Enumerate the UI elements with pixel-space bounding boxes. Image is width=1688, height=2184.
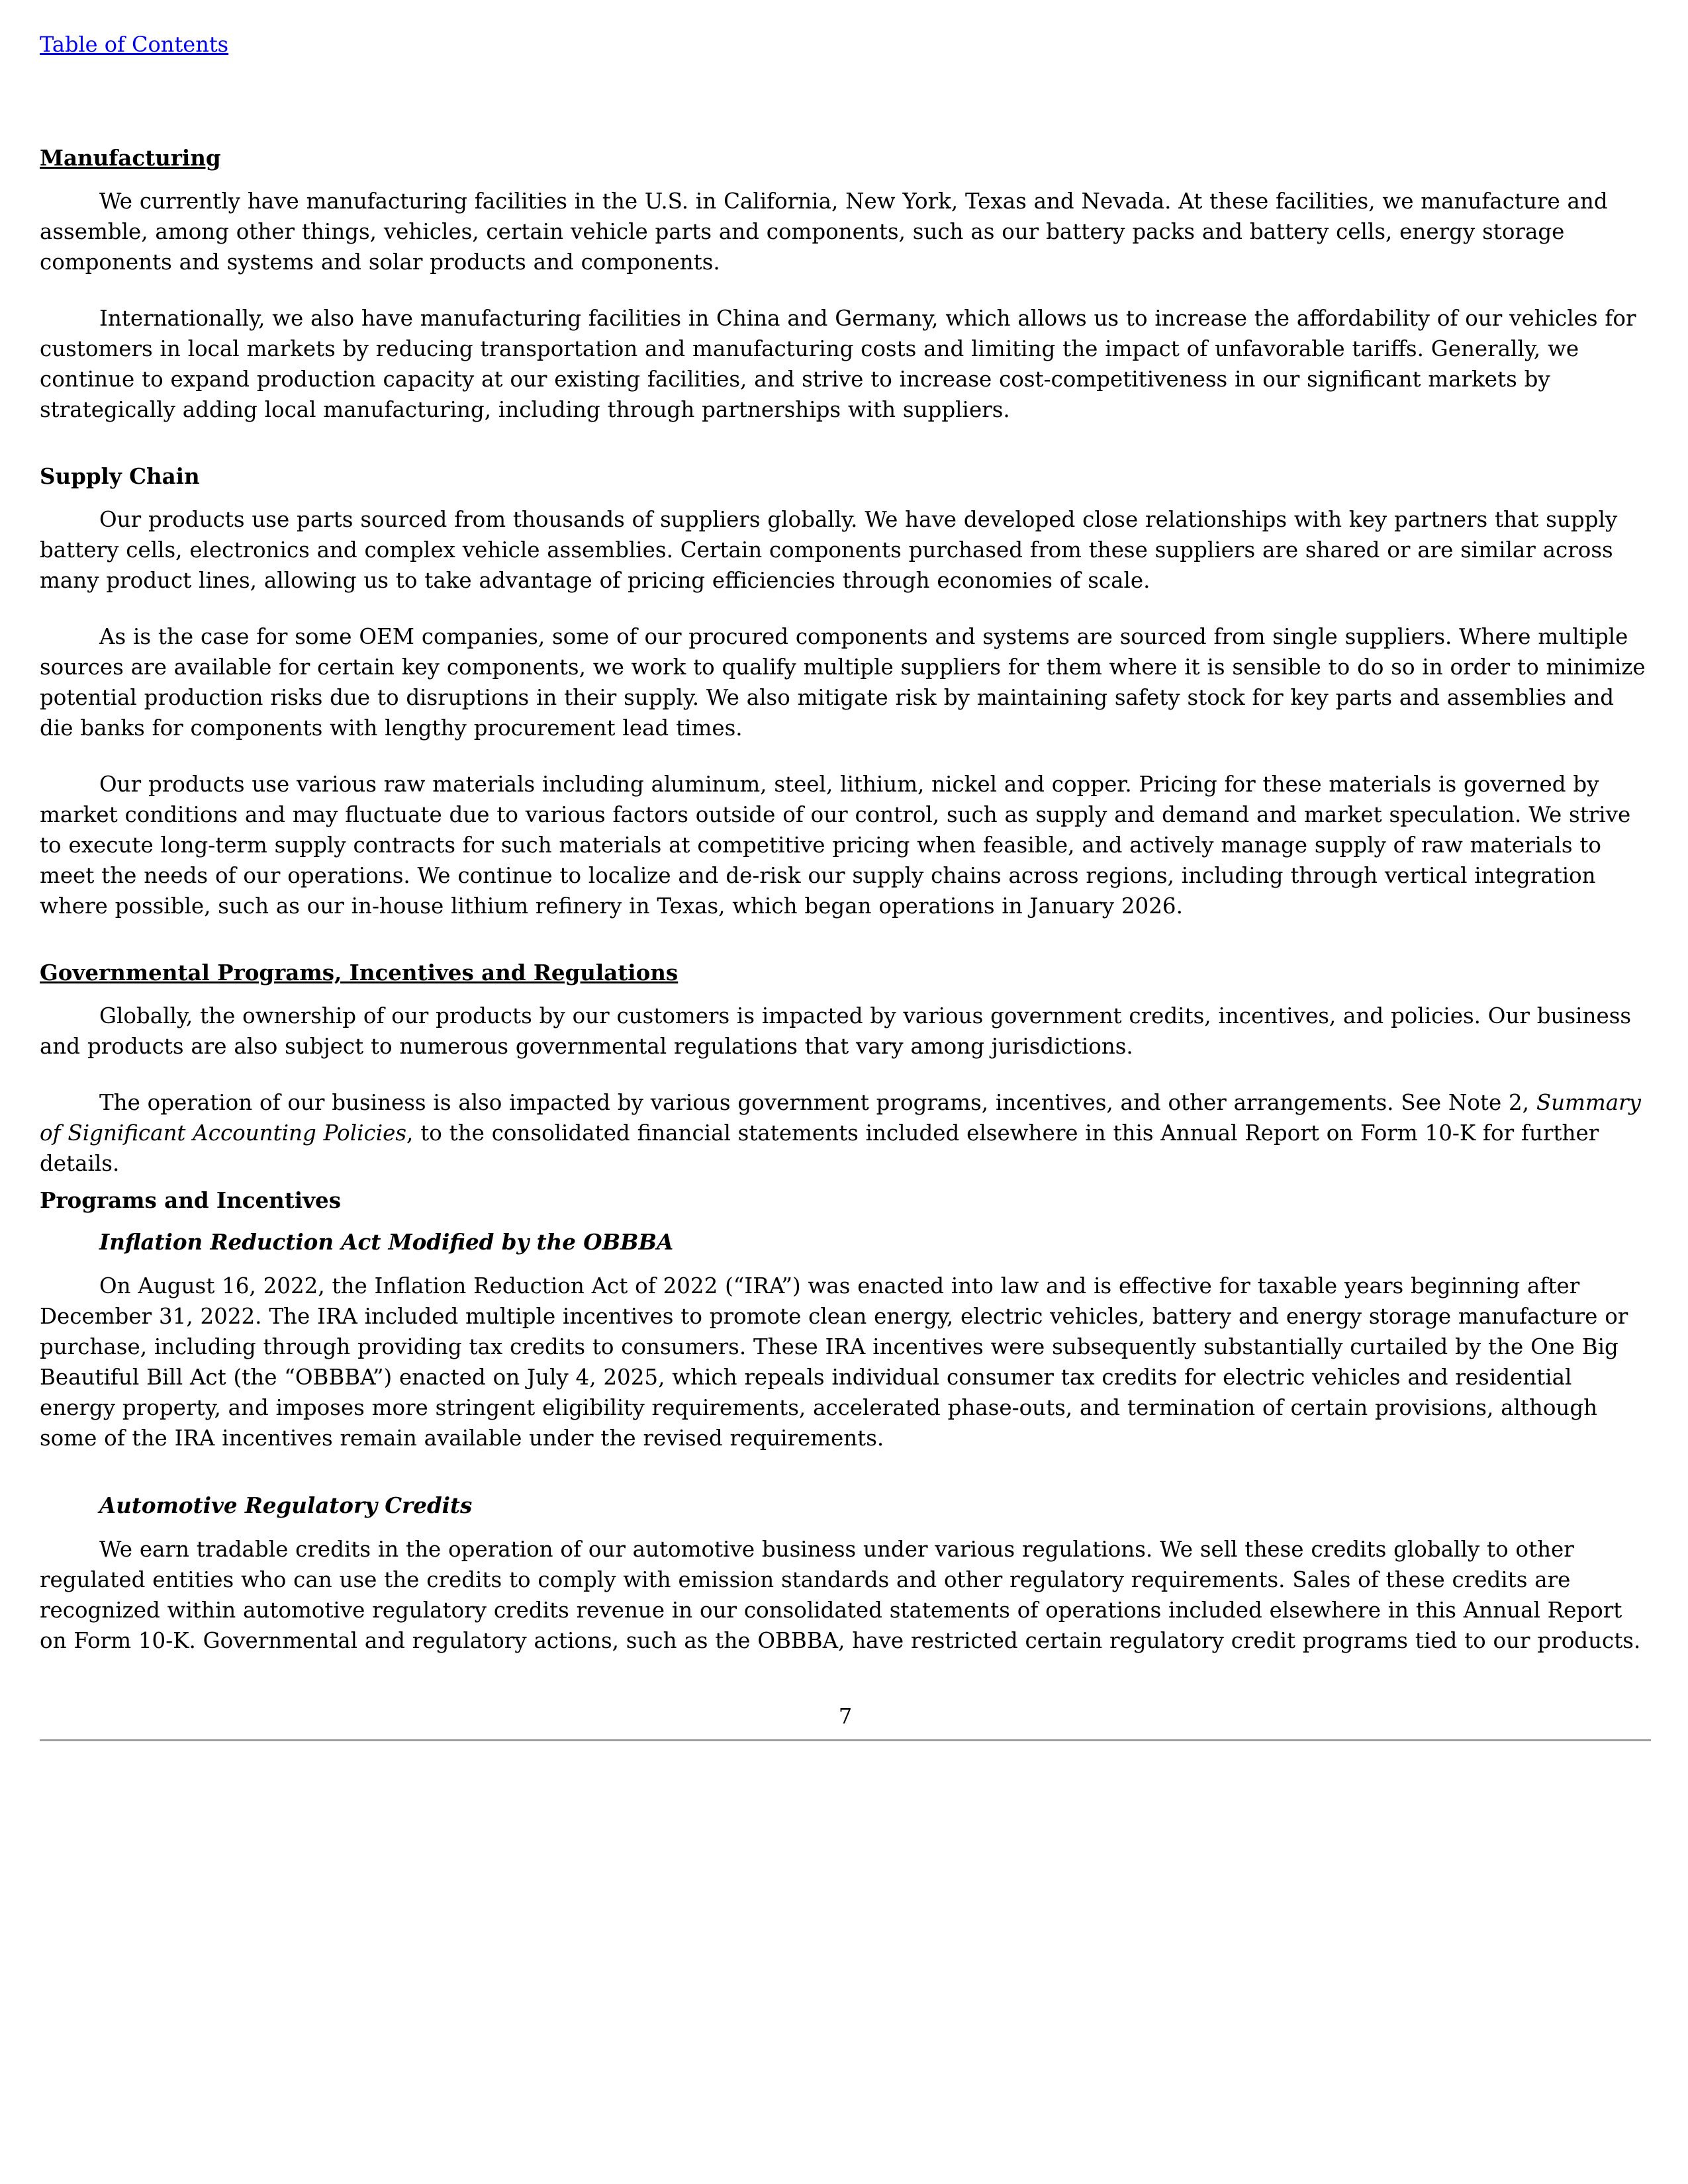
regulatory-credits-paragraph: We earn tradable credits in the operation of our automotive business under various regulations. We sell these credits globally to other regulated entities who can use the credits to comply with emission standards and other regulatory requirements. Sales of these credits are recognized within automotive regulatory credits revenue in our consolidated statements of operations included elsewhere in this Annual Report on Form 10-K. Governmental and regulatory actions, such as the OBBBA, have restricted certain regulatory credit programs tied to our products.: [40, 1537, 1641, 1653]
page-number: 7: [838, 1704, 853, 1729]
governmental-paragraph-2-text: The operation of our business is also impacted by various government programs, incentives, and other arrangements. See Note 2,: [99, 1090, 1536, 1115]
supply-chain-paragraph-1: Our products use parts sourced from thousands of suppliers globally. We have developed close relationships with key partners that supply battery cells, electronics and complex vehicle assemblies. Certain components purchased from these suppliers are shared or are similar across many product lines, allowing us to take advantage of pricing efficiencies through economies of scale.: [40, 507, 1618, 593]
programs-incentives-heading: Programs and Incentives: [40, 1187, 342, 1213]
ira-subheading: Inflation Reduction Act Modified by the OBBBA: [99, 1229, 674, 1255]
supply-chain-paragraph-3: Our products use various raw materials including aluminum, steel, lithium, nickel and copper. Pricing for these materials is governed by market conditions and may fluctuate due to various factors outside of our control, such as supply and demand and market speculation. We strive to execute long-term supply contracts for such materials at competitive pricing when feasible, and actively manage supply of raw materials to meet the needs of our operations. We continue to localize and de-risk our supply chains across regions, including through vertical integration where possible, such as our in-house lithium refinery in Texas, which began operations in January 2026.: [40, 772, 1631, 919]
supply-chain-paragraph-2: As is the case for some OEM companies, some of our procured components and systems are sourced from single suppliers. Where multiple sources are available for certain key components, we work to qualify multiple suppliers for them where it is sensible to do so in order to minimize potential production risks due to disruptions in their supply. We also mitigate risk by maintaining safety stock for key parts and assemblies and die banks for components with lengthy procurement lead times.: [40, 624, 1646, 741]
supply-chain-heading: Supply Chain: [40, 463, 200, 489]
governmental-paragraph-2: [40, 1087, 1651, 1179]
table-of-contents-link[interactable]: Table of Contents: [40, 32, 229, 57]
governmental-paragraph-2-text-end: , to the consolidated financial statements included elsewhere in this Annual Report on Form 10-K for further details.: [40, 1120, 1599, 1176]
manufacturing-paragraph-2: Internationally, we also have manufacturing facilities in China and Germany, which allows us to increase the affordability of our vehicles for customers in local markets by reducing transportation and manufacturing costs and limiting the impact of unfavorable tariffs. Generally, we continue to expand production capacity at our existing facilities, and strive to increase cost-competitiveness in our significant markets by strategically adding local manufacturing, including through partnerships with suppliers.: [40, 306, 1636, 422]
regulatory-credits-subheading: Automotive Regulatory Credits: [99, 1492, 473, 1518]
ira-paragraph: On August 16, 2022, the Inflation Reduction Act of 2022 (“IRA”) was enacted into law and is effective for taxable years beginning after December 31, 2022. The IRA included multiple incentives to promote clean energy, electric vehicles, battery and energy storage manufacture or purchase, including through providing tax credits to consumers. These IRA incentives were subsequently substantially curtailed by the One Big Beautiful Bill Act (the “OBBBA”) enacted on July 4, 2025, which repeals individual consumer tax credits for electric vehicles and residential energy property, and imposes more stringent eligibility requirements, accelerated phase-outs, and termination of certain provisions, although some of the IRA incentives remain available under the revised requirements.: [40, 1273, 1628, 1451]
manufacturing-heading: Manufacturing: [40, 145, 221, 171]
accounting-policies-reference: Summary of Significant Accounting Policies: [40, 1090, 1641, 1146]
page-divider: [40, 1739, 1651, 1741]
manufacturing-paragraph-1: We currently have manufacturing facilities in the U.S. in California, New York, Texas and Nevada. At these facilities, we manufacture and assemble, among other things, vehicles, certain vehicle parts and components, such as our battery packs and battery cells, energy storage components and systems and solar products and components.: [40, 189, 1608, 275]
governmental-programs-heading: Governmental Programs, Incentives and Regulations: [40, 960, 679, 985]
governmental-paragraph-1: Globally, the ownership of our products by our customers is impacted by various government credits, incentives, and policies. Our business and products are also subject to numerous governmental regulations that vary among jurisdictions.: [40, 1003, 1632, 1059]
